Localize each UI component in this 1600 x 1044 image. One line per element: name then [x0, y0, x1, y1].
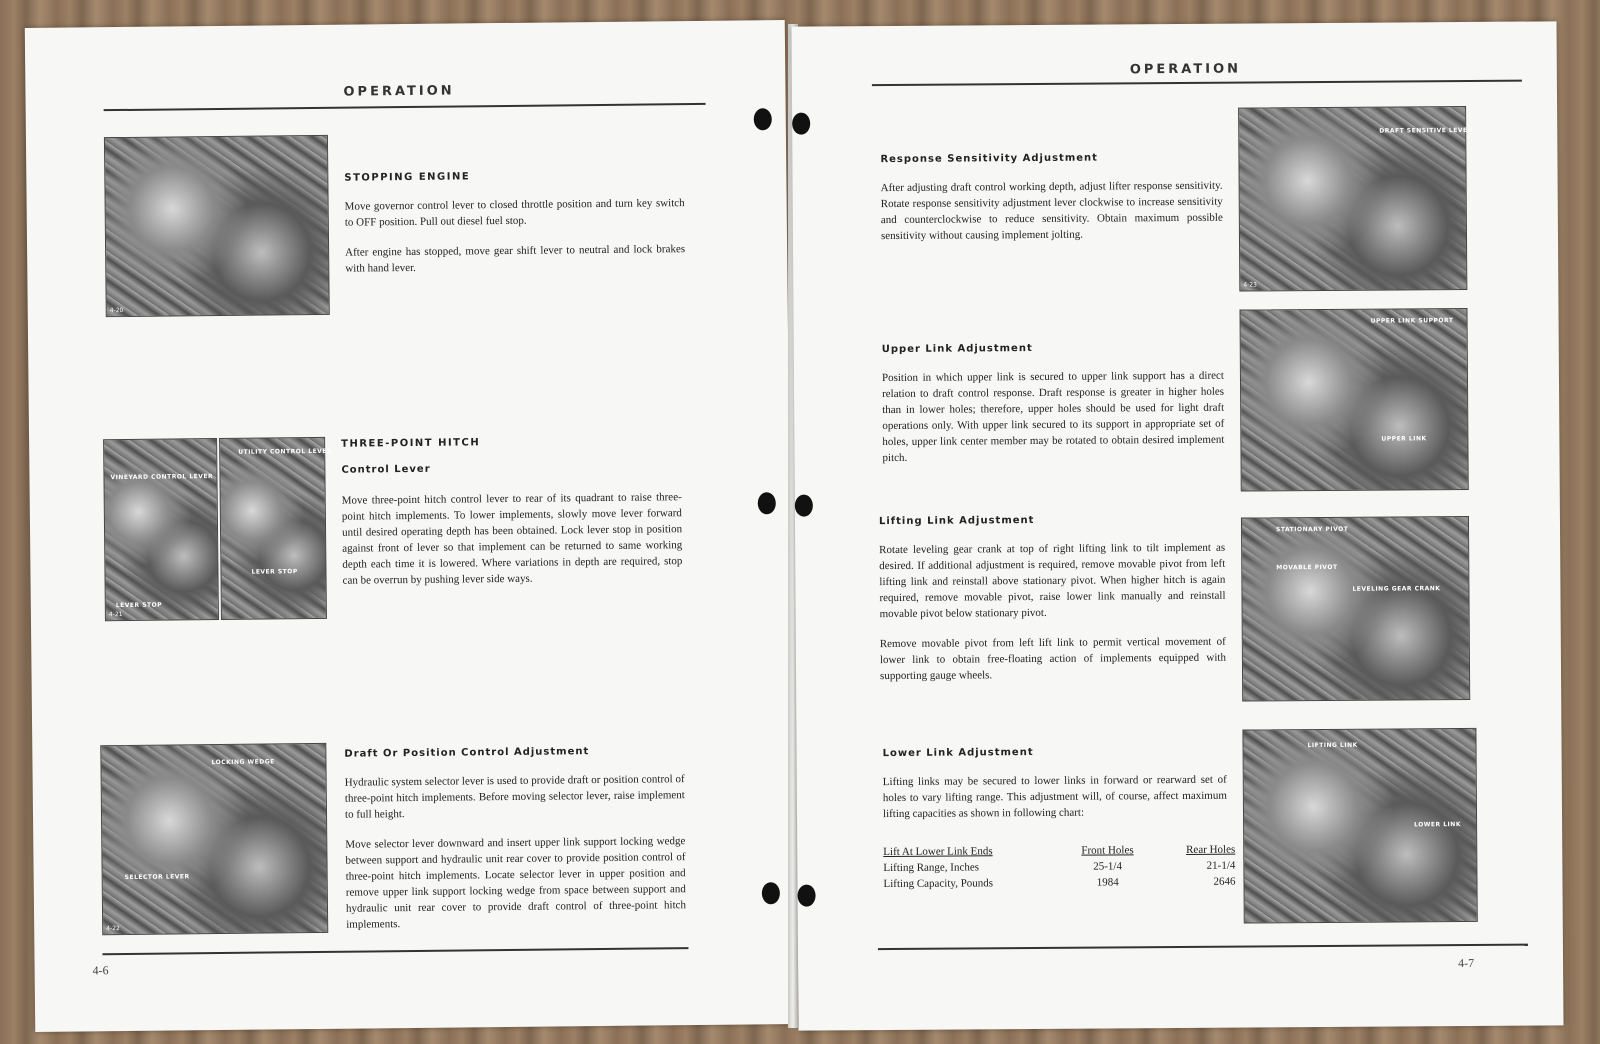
paragraph: Move selector lever downward and insert upper link support locking wedge between support and hydraulic unit rear cover to provide position control of three-point hitch implements. Locate selector lever in upper position and remove upper link support locking wedge from space between support and hydraulic unit rear cover to provide draft control of three-point hitch implements. [345, 835, 687, 931]
photo-selector-lever [100, 743, 328, 935]
section-body [881, 178, 1224, 258]
photo-label: UPPER LINK SUPPORT [1370, 317, 1454, 325]
photo-utility-control-lever [219, 437, 333, 620]
binder-hole [762, 882, 780, 904]
footer-rule [102, 947, 688, 955]
photo-label: VINEYARD CONTROL LEVER [110, 473, 214, 482]
photo-label: LOCKING WEDGE [211, 758, 275, 767]
page-number: 4-6 [92, 963, 109, 978]
paragraph: Lifting links may be secured to lower links in forward or rearward set of holes to vary lifting range. This adjustment will, of course, affect maximum lifting capacities as shown in following chart: [882, 773, 1227, 821]
section-heading: Response Sensitivity Adjustment [880, 152, 1098, 166]
table-cell: 1984 [1096, 876, 1119, 889]
paragraph: After engine has stopped, move gear shift lever to neutral and lock brakes with hand lever. [345, 243, 686, 275]
section-body [883, 772, 1227, 836]
paragraph: Position in which upper link is secured to upper link support has a direct relation to draft control response. Draft response is greater in higher holes than in lower holes; therefore, upper holes should be used for light draft operations only. With upper link secured to its support in appropriate set of holes, upper link center member may be rotated to obtain desired implement pitch. [881, 369, 1225, 465]
section-body [342, 489, 683, 603]
binder-hole [797, 885, 815, 907]
paragraph: Move three-point hitch control lever to rear of its quadrant to raise three-point hitch implements. To lower implements, slowly move lever forward until desired operating depth has been obtained. Lock lever stop in position against front of lever so that implement can be returned to same working depth each time it is lowered. Where variations in depth are required, stop can be overrun by pushing lever side ways. [341, 491, 683, 587]
table-row [881, 874, 1237, 892]
section-heading: STOPPING ENGINE [344, 171, 471, 184]
photo-stationary-pivot [1241, 516, 1470, 702]
page-number: 4-7 [1458, 955, 1475, 971]
photo-label: SELECTOR LEVER [124, 873, 190, 882]
footer-rule [878, 944, 1528, 951]
section-body [345, 195, 686, 291]
table-header: Rear Holes [1186, 843, 1236, 856]
page-header: OPERATION [1129, 61, 1242, 78]
table-cell: 2646 [1213, 875, 1236, 888]
photo-number: 4-20 [109, 306, 124, 315]
photo-number: 4-21 [108, 611, 123, 619]
photo-draft-sensitive-lever [1238, 106, 1473, 292]
photo-number: 4-22 [106, 925, 120, 933]
paragraph: After adjusting draft control working depth, adjust lifter response sensitivity. Rotate response sensitivity adjustment lever clockwise to increase sensitivity and counterclockwise to reduce sensitivity. Obtain maximum possible sensitivity without causing implement jolting. [880, 179, 1223, 243]
photo-label: STATIONARY PIVOT [1276, 525, 1349, 534]
photo-label: MOVABLE PIVOT [1276, 563, 1338, 572]
photo-label: LEVER STOP [115, 601, 163, 610]
photo-label: LEVELING GEAR CRANK [1352, 585, 1441, 593]
table-header: Lift At Lower Link Ends [883, 845, 993, 859]
photo-label: DRAFT SENSITIVE LEVER [1379, 126, 1473, 135]
section-heading: Lifting Link Adjustment [878, 514, 1035, 528]
photo-label: UTILITY CONTROL LEVER [238, 447, 333, 456]
section-heading: THREE-POINT HITCH [341, 437, 481, 450]
section-subheading: Control Lever [341, 463, 431, 476]
section-body [879, 540, 1226, 698]
header-rule [872, 80, 1522, 87]
left-page [25, 20, 795, 1032]
photo-label: LIFTING LINK [1307, 741, 1358, 750]
photo-number: 4-23 [1243, 281, 1257, 289]
binder-hole [758, 492, 776, 514]
photo-label: UPPER LINK [1381, 435, 1427, 443]
section-heading: Draft Or Position Control Adjustment [344, 746, 590, 760]
photo-lower-link [1242, 728, 1477, 924]
binder-hole [792, 113, 810, 135]
binder-hole [795, 495, 813, 517]
section-heading: Upper Link Adjustment [881, 343, 1033, 356]
photo-vineyard-control-lever [103, 438, 219, 621]
paragraph: Hydraulic system selector lever is used to provide draft or position control of three-point hitch implements. Before moving selector lever, raise implement to full height. [344, 773, 685, 821]
photo-label: LEVER STOP [251, 568, 298, 576]
section-heading: Lower Link Adjustment [882, 747, 1034, 760]
table-header: Front Holes [1081, 844, 1134, 857]
photo-stopping-engine [104, 135, 330, 317]
paragraph: Rotate leveling gear crank at top of right lifting link to tilt implement as desired. If additional adjustment is required, remove movable pivot from left lifting link and reinstall above stationary pivot. When higher hitch is again required, remove movable pivot, raise lower link manually and reinstall movable pivot below stationary pivot. [879, 541, 1226, 621]
header-rule [104, 103, 706, 111]
paragraph: Move governor control lever to closed throttle position and turn key switch to OFF position. Pull out diesel fuel stop. [344, 197, 685, 229]
page-header: OPERATION [343, 83, 455, 100]
table-cell: Lifting Range, Inches [883, 861, 980, 875]
section-body [345, 771, 687, 947]
table-cell: 21-1/4 [1206, 859, 1236, 872]
right-page [792, 21, 1564, 1030]
lifting-capacity-table [881, 842, 1237, 892]
table-cell: 25-1/4 [1093, 860, 1122, 873]
binder-hole [754, 108, 772, 130]
table-cell: Lifting Capacity, Pounds [883, 877, 994, 891]
paragraph: Remove movable pivot from left lift link to permit vertical movement of lower link to obtain free-floating action of implements equipped with supporting gauge wheels. [879, 635, 1226, 683]
photo-label: LOWER LINK [1414, 821, 1461, 829]
section-body [882, 368, 1225, 480]
photo-upper-link-support [1239, 308, 1468, 492]
